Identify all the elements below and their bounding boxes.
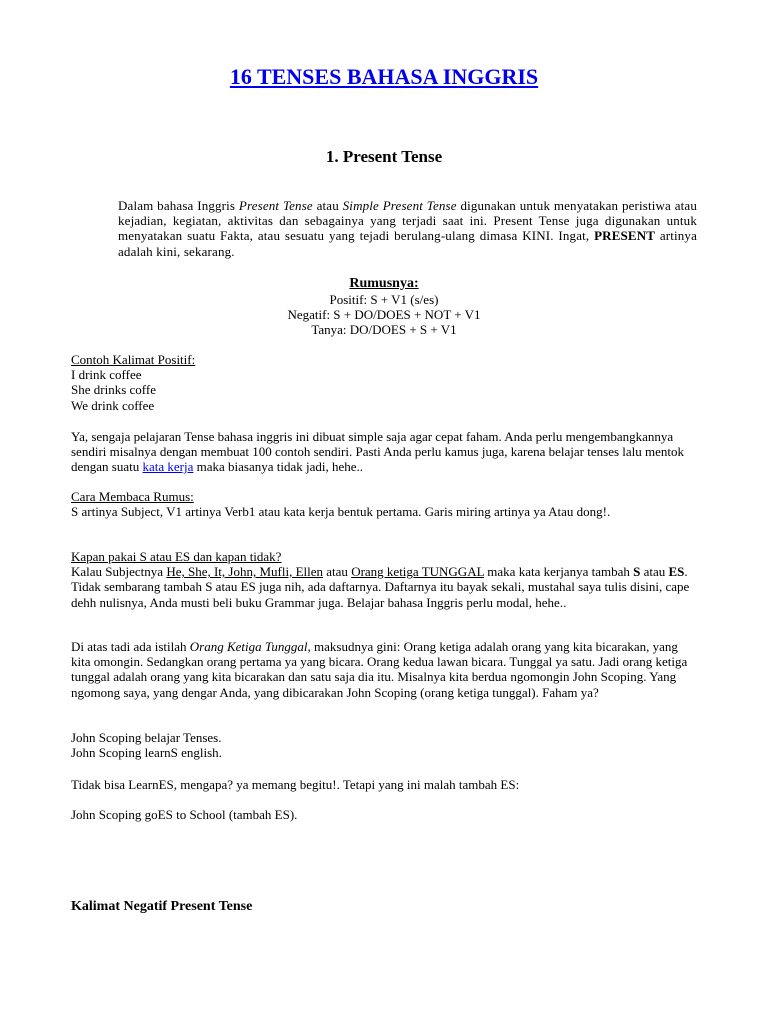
john-block (71, 730, 697, 760)
note-text: maka biasanya tidak jadi, hehe.. (193, 459, 364, 475)
example-item: She drinks coffe (71, 382, 156, 398)
note-paragraph (71, 429, 697, 475)
when-bold-s: S (633, 564, 641, 580)
when-text: maka kata kerjanya tambah (484, 564, 634, 580)
when-text: atau (323, 564, 352, 580)
intro-bold-present: PRESENT (594, 228, 656, 244)
learnes-text: Tidak bisa LearnES, mengapa? ya memang begitu!. Tetapi yang ini malah tambah ES: (71, 777, 520, 792)
examples-block (71, 352, 697, 413)
note-text: Ya, sengaja pelajaran Tense bahasa inggris ini dibuat simple saja agar cepat faham. Anda perlu mengembangkannya sendiri misalnya dengan membuat 100 contoh sendiri. Pasti Anda perlu kamus juga, karena belajar tenses lalu mentok dengan suatu (71, 429, 685, 475)
examples-title: Contoh Kalimat Positif: (71, 352, 196, 367)
intro-text: atau (312, 198, 343, 213)
when-block (71, 549, 697, 610)
example-item: I drink coffee (71, 367, 142, 383)
intro-text: digunakan untuk menyatakan peristiwa atau kejadian, kegiatan, aktivitas dan sebagainya yang terjadi saat ini. Present Tense juga digunakan untuk menyatakan suatu Fakta, atau sesuatu yang tejadi berulang-ulang dimasa KINI. Ingat, (118, 198, 697, 244)
third-person-italic: Orang Ketiga Tunggal (189, 639, 308, 654)
example-item: We drink coffee (71, 397, 155, 413)
third-person-paragraph (71, 639, 697, 700)
john-line: John Scoping learnS english. (71, 745, 222, 761)
goes-text: John Scoping goES to School (tambah ES). (71, 807, 298, 822)
when-paragraph (71, 564, 697, 610)
formula-title: Rumusnya: (349, 276, 419, 291)
intro-text: Dalam bahasa Inggris (118, 198, 239, 213)
kata-kerja-link[interactable]: kata kerja (142, 459, 194, 475)
intro-italic-present-tense: Present Tense (238, 198, 313, 213)
john-line: John Scoping belajar Tenses. (71, 730, 222, 745)
read-text: S artinya Subject, V1 artinya Verb1 atau kata kerja bentuk pertama. Garis miring artinya ya Atau dong!. (71, 504, 611, 520)
read-title: Cara Membaca Rumus: (71, 489, 194, 504)
read-block (71, 489, 697, 519)
intro-paragraph (118, 198, 697, 259)
when-bold-es: ES (668, 564, 685, 580)
when-title: Kapan pakai S atau ES dan kapan tidak? (71, 549, 282, 564)
when-text: . Tidak sembarang tambah S atau ES juga nih, ada daftarnya. Daftarnya itu bayak sekali, mustahal saya tulis disini, cape dehh nulisnya, Anda musti beli buku Grammar juga. Belajar bahasa Inggris perlu modal, hehe.. (71, 564, 690, 610)
third-person-text: , maksudnya gini: Orang ketiga adalah orang yang kita bicarakan, yang kita omongin. Sedangkan orang pertama ya yang bicara. Orang kedua lawan bicara. Tunggal ya satu. Jadi orang ketiga tunggal adalah orang yang kita bicarakan dan satu saja dia itu. Misalnya kita berdua ngomongin John Scoping. Yang ngomong saya, yang dengar Anda, yang dibicarakan John Scoping (orang ketiga tunggal). Faham ya? (71, 639, 688, 700)
intro-text: artinya adalah kini, sekarang. (118, 228, 697, 259)
formula-block (0, 276, 768, 338)
document-title[interactable]: 16 TENSES BAHASA INGGRIS (229, 64, 539, 89)
formula-negative: Negatif: S + DO/DOES + NOT + V1 (287, 307, 481, 323)
when-text: atau (640, 564, 669, 580)
third-person-text: Di atas tadi ada istilah (71, 639, 190, 654)
when-underlined-subjects: He, She, It, John, Mufli, Ellen (166, 564, 324, 580)
when-text: Kalau Subjectnya (71, 564, 167, 580)
when-underlined-third-person: Orang ketiga TUNGGAL (351, 564, 485, 580)
formula-positive: Positif: S + V1 (s/es) (329, 292, 439, 307)
intro-italic-simple-present: Simple Present Tense (342, 198, 457, 213)
formula-question: Tanya: DO/DOES + S + V1 (311, 322, 457, 338)
negative-heading: Kalimat Negatif Present Tense (71, 899, 253, 914)
section-heading: 1. Present Tense (325, 147, 443, 166)
